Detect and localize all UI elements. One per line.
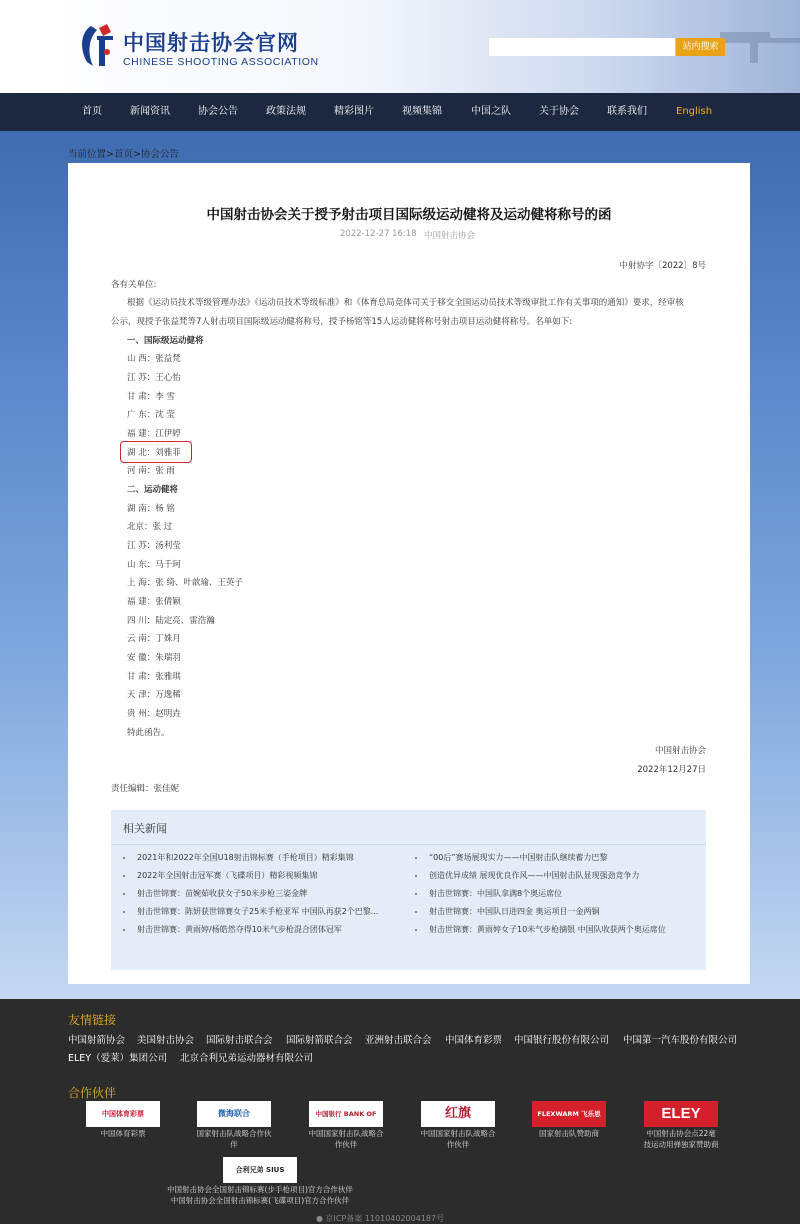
nav-policies[interactable]: 政策法规: [266, 106, 306, 117]
partner-logo-sius[interactable]: [223, 1157, 297, 1183]
related-link[interactable]: 2022年全国射击冠军赛（飞碟项目）精彩视频集锦: [137, 871, 318, 880]
icp-text: 京ICP备案 11010402004187号: [325, 1214, 445, 1223]
partner-logo-text: ELEY: [661, 1105, 701, 1122]
list-item: 山 东：马千珂: [127, 560, 181, 570]
partner-logo-text: 红旗: [444, 1106, 471, 1121]
list-item: 江 苏：汤利莹: [127, 541, 181, 551]
footer-link[interactable]: 亚洲射击联合会: [365, 1035, 432, 1046]
site-header: [0, 0, 800, 93]
caption-line: 中国射击协会全国射击锦标赛(步手枪项目)官方合作伙伴: [167, 1185, 353, 1194]
partner-logo-text: 中国体育彩票: [102, 1110, 144, 1118]
footer-link[interactable]: 中国体育彩票: [445, 1035, 503, 1046]
list-item: 上 海：张 绮、叶歆瑜、王英子: [127, 578, 243, 588]
friend-links-title: 友情链接: [68, 1013, 117, 1027]
bullet-icon: [123, 857, 125, 859]
nav-english[interactable]: English: [676, 106, 713, 117]
partner-caption: [63, 1128, 183, 1139]
partner-logo-text: 合利兄弟 SIUS: [235, 1166, 285, 1174]
list-item: 江 苏：王心怡: [127, 373, 181, 383]
bullet-icon: [415, 893, 417, 895]
article-source: 中国射击协会: [424, 231, 476, 241]
caption-line: 国家射击队赞助商: [539, 1129, 599, 1138]
caption-line: 技运动用弹独家赞助商: [643, 1140, 719, 1149]
caption-line: 国家射击队战略合作伙: [196, 1129, 272, 1138]
list-item: 四 川：陆定亮、雷浩瀚: [127, 616, 215, 626]
list-item: 河 南：张 雨: [127, 466, 175, 476]
partner-caption: [140, 1184, 380, 1206]
footer-link[interactable]: 中国第一汽车股份有限公司: [623, 1035, 738, 1046]
signature: 中国射击协会: [654, 746, 706, 756]
partner-caption: [174, 1128, 294, 1150]
related-link[interactable]: “00后”赛场展现实力——中国射击队继续蓄力巴黎: [429, 853, 608, 862]
site-subtitle: CHINESE SHOOTING ASSOCIATION: [123, 56, 319, 68]
list-item: 安 徽：朱瑞羽: [127, 653, 181, 663]
list-item: 湖 北：刘雅菲: [127, 448, 181, 458]
caption-line: 中国国家射击队战略合: [420, 1129, 496, 1138]
nav-home[interactable]: 首页: [82, 106, 102, 117]
sign-date: 2022年12月27日: [637, 765, 706, 775]
document-number: 中射协字〔2022〕8号: [619, 261, 706, 271]
breadcrumb[interactable]: 当前位置>首页>协会公告: [68, 149, 179, 160]
list-item: 贵 州：赵明垚: [127, 709, 181, 719]
bullet-icon: [415, 857, 417, 859]
section-title: 一、国际级运动健将: [127, 336, 204, 346]
partner-logo-bank-of-china[interactable]: [309, 1101, 383, 1127]
footer-link[interactable]: 北京合利兄弟运动器材有限公司: [180, 1053, 314, 1064]
caption-line: 伴: [230, 1140, 238, 1149]
list-item: 湖 南：杨 铭: [127, 504, 175, 514]
search-button[interactable]: 站内搜索: [676, 38, 725, 56]
related-news-title: 相关新闻: [123, 822, 167, 835]
editor: 责任编辑：张佳妮: [111, 784, 180, 794]
footer-link[interactable]: 国际射击联合会: [206, 1035, 273, 1046]
paragraph-line: 根据《运动员技术等级管理办法》《运动员技术等级标准》和《体育总局竞体司关于移交全国运动员技术等级审批工作有关事项的通知》要求，经审核: [127, 298, 684, 308]
related-link[interactable]: 射击世锦赛：黄雨婷女子10米气步枪摘银 中国队收获两个奥运席位: [429, 925, 666, 934]
footer-link[interactable]: 国际射箭联合会: [286, 1035, 353, 1046]
paragraph-line: 公示，现授予张益梵等7人射击项目国际级运动健将称号，授予杨铭等15人运动健将称号射击项目运动健将称号。名单如下:: [111, 317, 573, 327]
nav-contact[interactable]: 联系我们: [607, 106, 647, 117]
nav-china-team[interactable]: 中国之队: [471, 106, 511, 117]
caption-line: 作伙伴: [446, 1140, 470, 1149]
nav-announcements[interactable]: 协会公告: [198, 106, 238, 117]
site-title[interactable]: 中国射击协会官网: [123, 31, 299, 55]
nav-news[interactable]: 新闻资讯: [130, 106, 170, 117]
shooting-logo-icon[interactable]: [77, 22, 117, 70]
nav-videos[interactable]: 视频集锦: [402, 106, 442, 117]
list-item: 甘 肃：李 雪: [127, 392, 175, 402]
divider: [111, 844, 706, 845]
bullet-icon: [123, 929, 125, 931]
partners-title: 合作伙伴: [68, 1086, 117, 1100]
bullet-icon: [123, 911, 125, 913]
list-item: 山 西：张益梵: [127, 354, 181, 364]
bullet-icon: [123, 875, 125, 877]
section-title: 二、运动健将: [127, 485, 179, 495]
footer-link[interactable]: ELEY（爱莱）集团公司: [68, 1053, 168, 1064]
search-input[interactable]: [489, 38, 675, 56]
partner-logo-text: FLEXWARM 飞乐思: [537, 1110, 601, 1118]
related-link[interactable]: 创造优异成绩 展现优良作风——中国射击队显现强劲竞争力: [429, 871, 640, 880]
related-news: [111, 810, 706, 970]
bullet-icon: [415, 875, 417, 877]
main-nav: [0, 93, 800, 131]
partner-logo-flexwarm[interactable]: [532, 1101, 606, 1127]
partner-logo-eley[interactable]: [644, 1101, 718, 1127]
bullet-icon: [415, 929, 417, 931]
related-link[interactable]: 2021年和2022年全国U18射击锦标赛（手枪项目）精彩集锦: [137, 853, 354, 862]
article-title: 中国射击协会关于授予射击项目国际级运动健将及运动健将称号的函: [206, 207, 612, 223]
partner-logo-text: 微海联合: [218, 1109, 250, 1118]
footer-link[interactable]: 美国射击协会: [137, 1035, 195, 1046]
partner-logo-lottery[interactable]: [86, 1101, 160, 1127]
nav-photos[interactable]: 精彩图片: [334, 106, 374, 117]
bullet-icon: [123, 893, 125, 895]
related-link[interactable]: 射击世锦赛：陈妍获世锦赛女子25米手枪亚军 中国队再获2个巴黎...: [137, 907, 379, 916]
footer-link[interactable]: 中国银行股份有限公司: [514, 1035, 610, 1046]
closing: 特此函告。: [127, 728, 170, 738]
partner-caption: [398, 1128, 518, 1150]
related-link[interactable]: 射击世锦赛：黄雨婷/杨皓然夺得10米气步枪混合团体冠军: [137, 925, 342, 934]
icp-record[interactable]: [316, 1213, 444, 1224]
partner-caption: [509, 1128, 629, 1139]
caption-line: 中国射击协会点22毫: [646, 1129, 716, 1138]
list-item: 甘 肃：张雅琪: [127, 672, 181, 682]
related-link[interactable]: 射击世锦赛：中国队拿满8个奥运席位: [429, 889, 563, 898]
related-link[interactable]: 射击世锦赛：中国队日进四金 奥运项目一金两铜: [429, 907, 600, 916]
list-item: 福 建：张倩颖: [127, 597, 181, 607]
partner-logo-text: 中国银行 BANK OF: [315, 1110, 377, 1118]
list-item: 广 东：沈 莹: [127, 410, 175, 420]
police-badge-icon: ●: [316, 1214, 323, 1223]
list-item: 云 南：丁姝月: [127, 634, 181, 644]
caption-line: 中国体育彩票: [100, 1129, 146, 1138]
partner-logo-hongqi[interactable]: [421, 1101, 495, 1127]
footer-link[interactable]: 中国射箭协会: [68, 1035, 126, 1046]
caption-line: 中国射击协会全国射击锦标赛(飞碟项目)官方合作伙伴: [170, 1196, 350, 1205]
partner-caption: [286, 1128, 406, 1150]
partner-logo-weihai[interactable]: [197, 1101, 271, 1127]
partner-caption: [621, 1128, 741, 1150]
related-link[interactable]: 射击世锦赛：苗婉茹收获女子50米步枪三姿金牌: [137, 889, 308, 898]
article-card: [68, 163, 750, 984]
article-date: 2022-12-27 16:18: [340, 229, 417, 239]
list-item: 福 建：江伊婷: [127, 429, 181, 439]
caption-line: 中国国家射击队战略合: [308, 1129, 384, 1138]
list-item: 北京：张 过: [127, 522, 173, 532]
caption-line: 作伙伴: [334, 1140, 358, 1149]
greeting: 各有关单位:: [111, 280, 157, 290]
nav-about[interactable]: 关于协会: [539, 106, 579, 117]
bullet-icon: [415, 911, 417, 913]
list-item: 天 津：万逸稀: [127, 690, 181, 700]
